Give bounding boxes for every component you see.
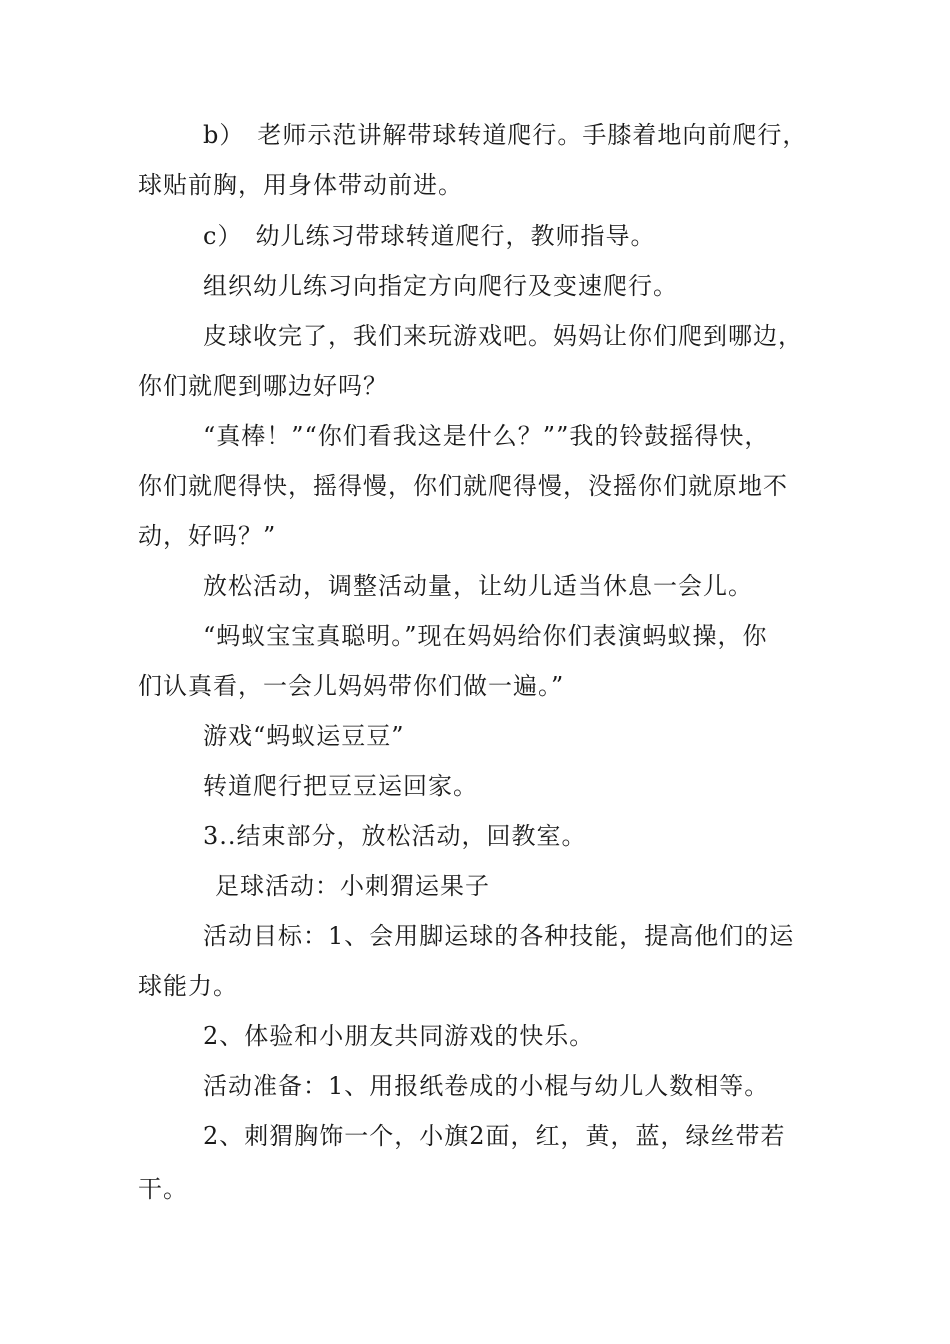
text-line: 你们就爬到哪边好吗？ [138, 372, 388, 400]
text-line: 干。 [138, 1175, 188, 1203]
text-line: 皮球收完了，我们来玩游戏吧。妈妈让你们爬到哪边， [203, 322, 803, 350]
text-line: 球贴前胸，用身体带动前进。 [138, 171, 463, 199]
text-line: 2、体验和小朋友共同游戏的快乐。 [203, 1022, 595, 1050]
text-line: 你们就爬得快，摇得慢，你们就爬得慢，没摇你们就原地不 [138, 472, 788, 500]
section-heading: 足球活动：小刺猬运果子 [215, 872, 490, 900]
text-line: 活动准备：1、用报纸卷成的小棍与幼儿人数相等。 [203, 1072, 770, 1100]
text-line: 游戏“蚂蚁运豆豆” [203, 722, 405, 750]
text-line: “蚂蚁宝宝真聪明。”现在妈妈给你们表演蚂蚁操，你 [203, 622, 768, 650]
text-line: 放松活动，调整活动量，让幼儿适当休息一会儿。 [203, 572, 753, 600]
text-line: 2、刺猬胸饰一个，小旗2面，红，黄，蓝，绿丝带若 [203, 1122, 786, 1150]
text-line: 3..结束部分，放松活动，回教室。 [203, 822, 587, 850]
text-line: c） 幼儿练习带球转道爬行，教师指导。 [203, 222, 656, 250]
text-line: 活动目标：1、会用脚运球的各种技能，提高他们的运 [203, 922, 795, 950]
text-line: 们认真看，一会儿妈妈带你们做一遍。” [138, 672, 565, 700]
text-line: 球能力。 [138, 972, 238, 1000]
text-line: “真棒！”“你们看我这是什么？””我的铃鼓摇得快， [203, 422, 770, 450]
text-line: 转道爬行把豆豆运回家。 [203, 772, 478, 800]
text-line: 动，好吗？” [138, 522, 277, 550]
text-line: 组织幼儿练习向指定方向爬行及变速爬行。 [203, 272, 678, 300]
text-line: b） 老师示范讲解带球转道爬行。手膝着地向前爬行， [203, 121, 808, 149]
